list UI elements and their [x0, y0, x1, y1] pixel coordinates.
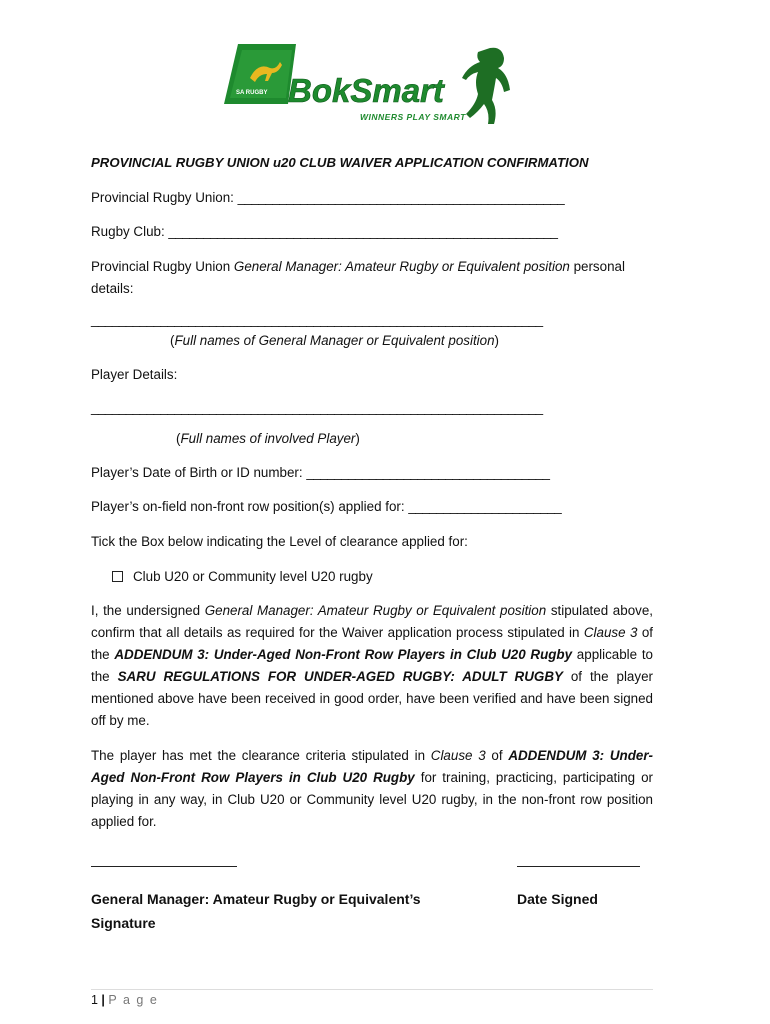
club-label: Rugby Club:	[91, 224, 169, 239]
union-field	[91, 187, 564, 209]
position-label: Player’s on-field non-front row position(s) applied for:	[91, 499, 409, 514]
confirmation-paragraph: I, the undersigned General Manager: Amateur Rugby or Equivalent position stipulated above, confirm that all details as required for the Waiver application process stipulated in Clause 3 of the ADDENDUM 3: Under-Aged Non-Front Row Players in Club U20 Rugby applicable to the SARU REGULATIONS FOR UNDER-AGED RUGBY: ADULT RUGBY of the player mentioned above have been received in good order, have been verified and have been signed off by me.	[91, 603, 653, 728]
footer-divider	[91, 989, 653, 990]
boksmart-logo	[222, 40, 522, 140]
signature-line[interactable]	[91, 866, 237, 867]
svg-text:SA RUGBY: SA RUGBY	[236, 90, 268, 96]
gm-details-label: Provincial Rugby Union General Manager: Amateur Rugby or Equivalent position personal	[91, 259, 625, 274]
date-signed-line[interactable]	[517, 866, 640, 867]
club-input-line[interactable]: ________________________________________________________	[168, 224, 558, 239]
svg-text:WINNERS PLAY SMART: WINNERS PLAY SMART	[360, 112, 466, 122]
clearance-option	[112, 566, 373, 588]
clearance-option-label: Club U20 or Community level U20 rugby	[133, 569, 373, 584]
player-name-caption: (Full names of involved Player)	[176, 431, 360, 446]
dob-input-line[interactable]: ___________________________________	[306, 465, 550, 480]
union-input-line[interactable]: _______________________________________________	[237, 190, 565, 205]
gm-name-input-line[interactable]: _________________________________________________________________	[91, 312, 543, 327]
document-title: PROVINCIAL RUGBY UNION u20 CLUB WAIVER APPLICATION CONFIRMATION	[91, 155, 589, 170]
clearance-paragraph: The player has met the clearance criteria stipulated in Clause 3 of ADDENDUM 3: Under-Aged Non-Front Row Players in Club U20 Rugby for training, practicing, participating or playing in any way, in Club U20 or Community level U20 rugby, in the non-front row position applied for.	[91, 748, 653, 829]
clearance-checkbox[interactable]	[112, 571, 123, 582]
date-signed-label: Date Signed	[517, 891, 598, 907]
player-name-input-line[interactable]: _________________________________________________________________	[91, 400, 543, 415]
dob-field	[91, 462, 550, 484]
club-field	[91, 221, 557, 243]
page-footer: 1 | P a g e	[91, 993, 159, 1007]
tick-instruction: Tick the Box below indicating the Level of clearance applied for:	[91, 534, 468, 549]
union-label: Provincial Rugby Union:	[91, 190, 238, 205]
page-number: 1	[91, 993, 98, 1007]
player-details-label: Player Details:	[91, 367, 178, 382]
svg-text:BokSmart: BokSmart	[288, 72, 444, 109]
page-word: P a g e	[108, 993, 159, 1007]
gm-name-caption: (Full names of General Manager or Equivalent position)	[170, 333, 499, 348]
position-field	[91, 496, 561, 518]
dob-label: Player’s Date of Birth or ID number:	[91, 465, 307, 480]
signature-label: General Manager: Amateur Rugby or Equivalent’s Signature	[91, 891, 421, 931]
position-input-line[interactable]: ______________________	[408, 499, 562, 514]
gm-details-label-cont: details:	[91, 281, 134, 296]
